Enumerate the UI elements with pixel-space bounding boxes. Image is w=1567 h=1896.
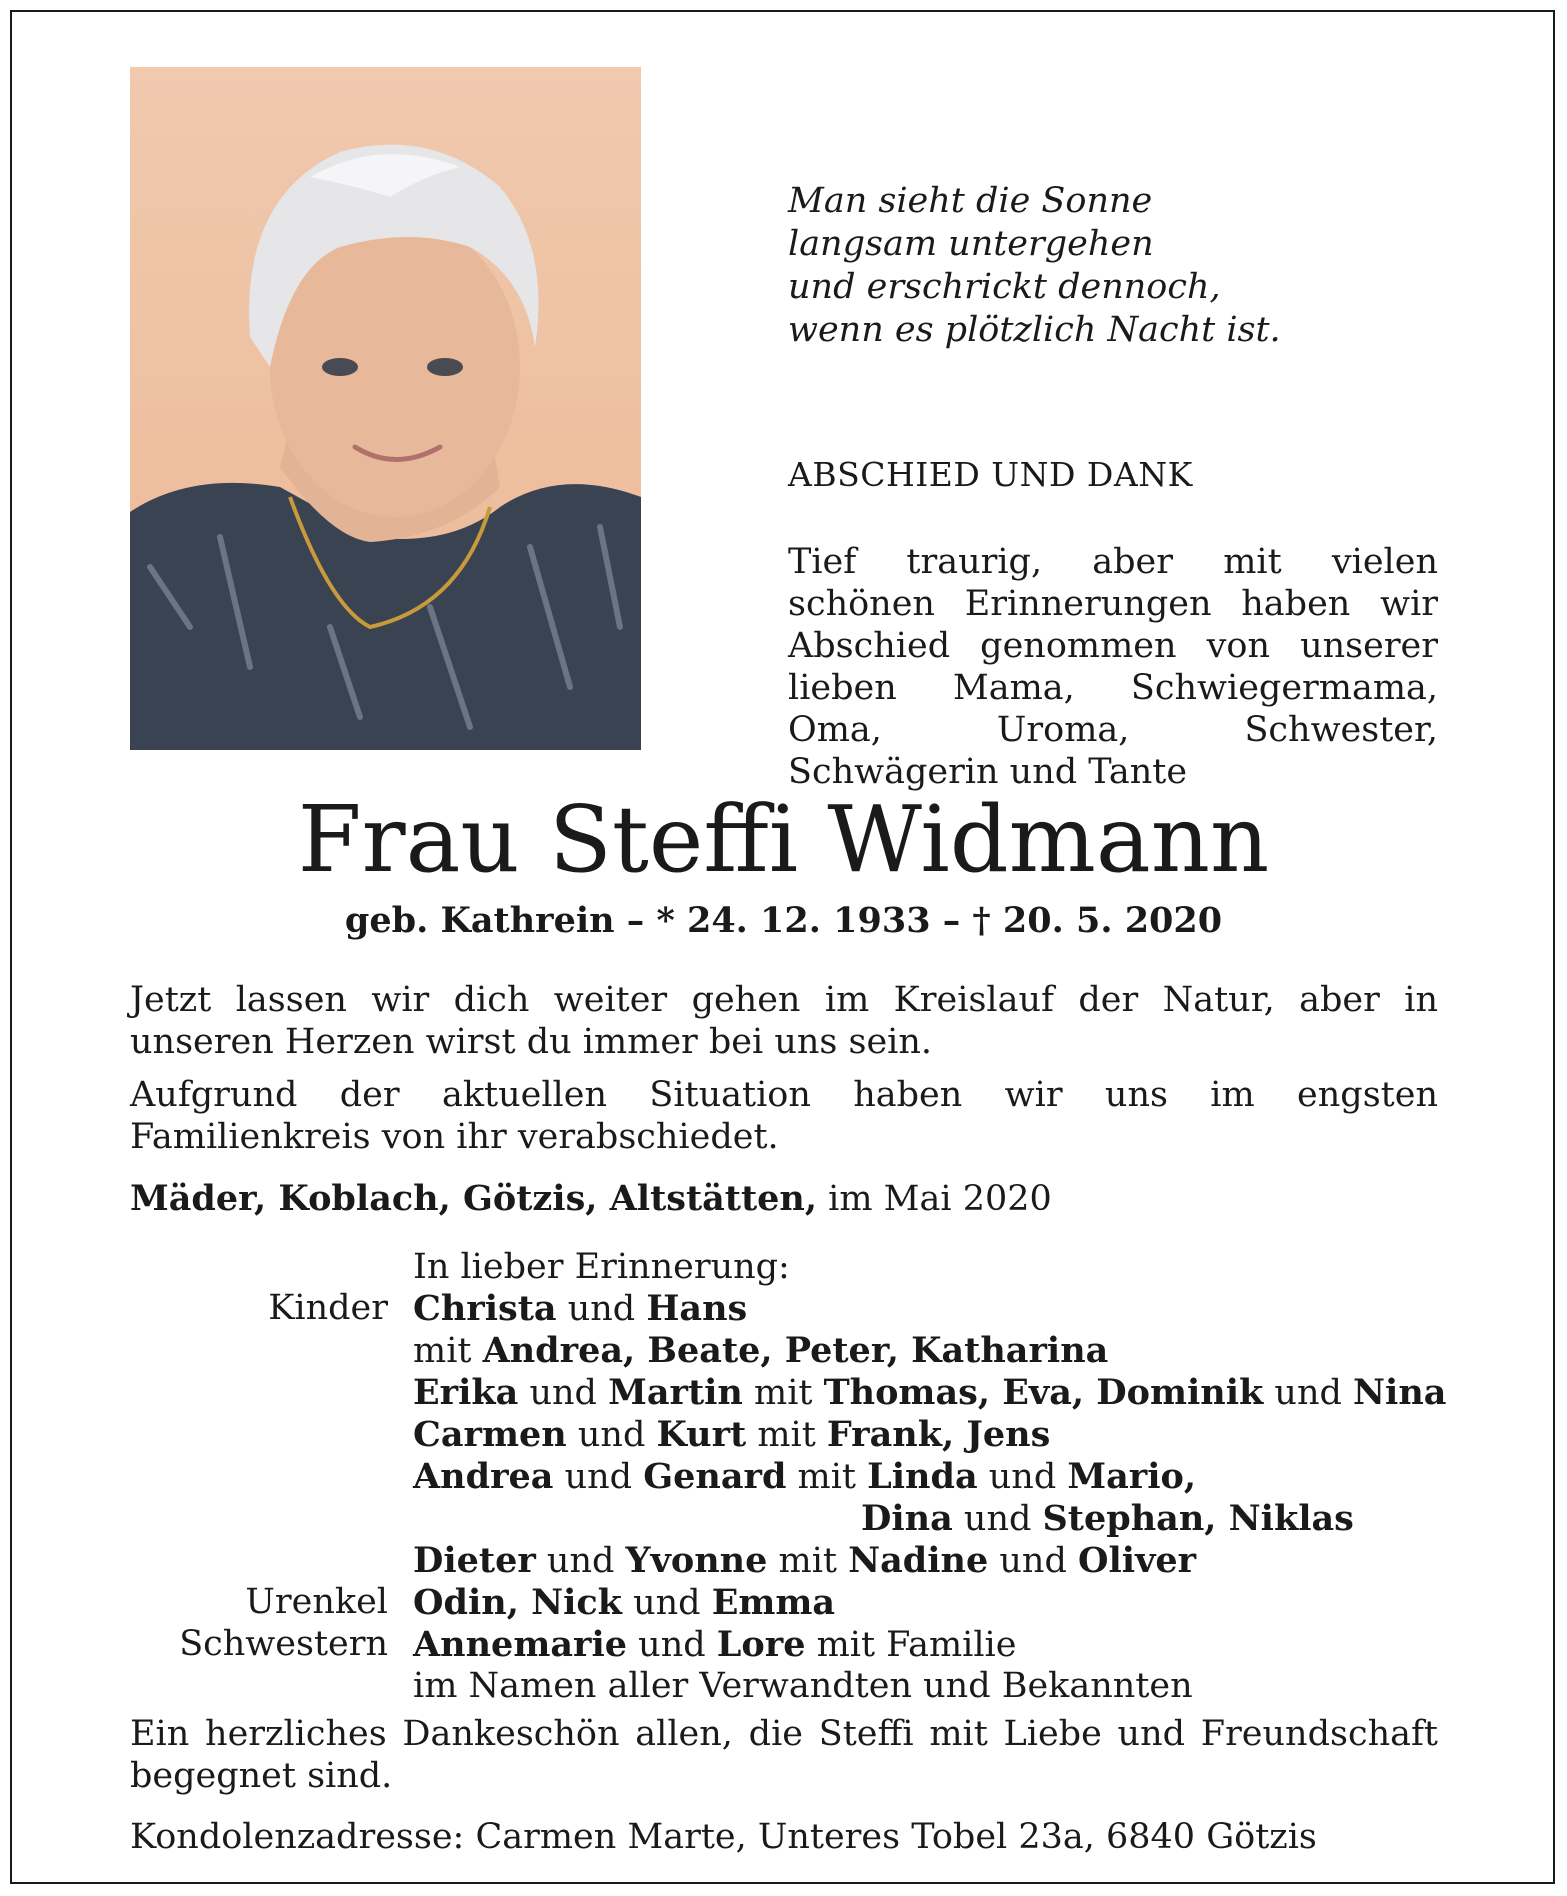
- family-row: [130, 1330, 1450, 1372]
- family-connector: mit: [742, 1373, 824, 1413]
- family-row: [130, 1288, 1450, 1330]
- family-connector: und: [621, 1583, 712, 1623]
- quote-line: Man sieht die Sonne: [788, 181, 1153, 221]
- family-connector: und: [566, 1415, 657, 1455]
- family-connector: mit: [746, 1415, 827, 1455]
- family-member-name: Yvonne: [625, 1540, 768, 1581]
- family-role: [130, 1498, 413, 1540]
- deceased-name: Frau Steffi Widmann: [297, 786, 1270, 893]
- family-connector: und: [627, 1625, 717, 1665]
- family-member-name: Andrea: [413, 1456, 554, 1497]
- family-intro: In lieber Erinnerung:: [413, 1247, 790, 1287]
- family-member-name: Hans: [646, 1288, 748, 1329]
- family-names: [413, 1498, 1354, 1540]
- family-names: [413, 1582, 835, 1624]
- family-connector: und: [988, 1541, 1078, 1581]
- family-member-name: Annemarie: [413, 1624, 628, 1665]
- family-member-name: Erika: [413, 1372, 519, 1413]
- family-connector: mit: [786, 1457, 868, 1497]
- quote-line: und erschrickt dennoch,: [788, 267, 1221, 307]
- family-connector: mit: [767, 1541, 849, 1581]
- family-connector: im Namen aller Verwandten und Bekannten: [413, 1666, 1193, 1706]
- family-role: [130, 1247, 413, 1288]
- family-connector: und: [1263, 1373, 1354, 1413]
- family-member-name: Emma: [711, 1582, 836, 1623]
- family-row: [130, 1372, 1450, 1414]
- quote-line: langsam untergehen: [788, 224, 1154, 264]
- family-connector: und: [553, 1457, 644, 1497]
- family-member-name: Martin: [608, 1372, 743, 1413]
- family-member-name: Lore: [716, 1624, 806, 1665]
- quote-line: wenn es plötzlich Nacht ist.: [788, 310, 1281, 350]
- family-role: [130, 1666, 413, 1707]
- birth-death-dates: geb. Kathrein – * 24. 12. 1933 – † 20. 5. 2020: [344, 900, 1223, 941]
- family-names: [413, 1288, 747, 1330]
- family-names: [413, 1456, 1196, 1498]
- family-member-name: Odin, Nick: [413, 1582, 622, 1623]
- family-connector: mit Familie: [805, 1625, 1017, 1665]
- family-row: [130, 1247, 1450, 1288]
- family-row: [130, 1498, 1450, 1540]
- family-connector: und: [556, 1289, 647, 1329]
- family-row: [130, 1456, 1450, 1498]
- family-connector: und: [977, 1457, 1068, 1497]
- family-member-name: Carmen: [413, 1414, 567, 1455]
- closing-text: Ein herzliches Dankeschön allen, die Steffi mit Liebe und Freundschaft begegnet sind.: [130, 1714, 1438, 1796]
- family-member-name: Dina: [861, 1498, 953, 1539]
- family-names: [413, 1372, 1446, 1414]
- family-role: [130, 1330, 413, 1372]
- family-names: [413, 1624, 1016, 1666]
- family-member-name: Nina: [1353, 1372, 1447, 1413]
- family-row: [130, 1624, 1450, 1666]
- family-member-name: Stephan, Niklas: [1042, 1498, 1354, 1539]
- family-names: [413, 1540, 1196, 1582]
- paragraph: Jetzt lassen wir dich weiter gehen im Kreislauf der Natur, aber in unseren Herzen wirst du immer bei uns sein.: [130, 980, 1438, 1062]
- family-connector: und: [535, 1541, 626, 1581]
- family-role: [130, 1414, 413, 1456]
- family-row: [130, 1414, 1450, 1456]
- family-names: [413, 1666, 1193, 1707]
- family-row: [130, 1540, 1450, 1582]
- family-connector: und: [952, 1499, 1043, 1539]
- family-names: [413, 1330, 1108, 1372]
- family-member-name: Thomas, Eva, Dominik: [823, 1372, 1264, 1413]
- family-connector: mit: [413, 1331, 483, 1371]
- family-member-name: Nadine: [848, 1540, 989, 1581]
- family-role: [130, 1372, 413, 1414]
- family-list: [130, 1247, 1450, 1707]
- family-member-name: Mario,: [1067, 1456, 1197, 1497]
- family-names: [413, 1414, 1050, 1456]
- family-role: [130, 1456, 413, 1498]
- memorial-quote: [788, 180, 1438, 352]
- family-member-name: Linda: [867, 1456, 978, 1497]
- family-connector: und: [518, 1373, 609, 1413]
- place-towns: Mäder, Koblach, Götzis, Altstätten,: [130, 1178, 818, 1219]
- family-member-name: Genard: [643, 1456, 787, 1497]
- portrait-photo: [130, 67, 641, 750]
- place-date: im Mai 2020: [817, 1179, 1052, 1219]
- family-role: [130, 1540, 413, 1582]
- family-member-name: Dieter: [413, 1540, 536, 1581]
- intro-text: Tief traurig, aber mit vielen schönen Erinnerungen haben wir Abschied genommen von unserer lieben Mama, Schwiegermama, Oma, Uroma, Schwester, Schwägerin und Tante: [788, 542, 1438, 792]
- condolence-address: Kondolenzadresse: Carmen Marte, Unteres Tobel 23a, 6840 Götzis: [130, 1817, 1317, 1857]
- paragraph: Aufgrund der aktuellen Situation haben wir uns im engsten Familienkreis von ihr verabschiedet.: [130, 1075, 1438, 1157]
- family-member-name: Kurt: [656, 1414, 747, 1455]
- family-member-name: Christa: [413, 1288, 557, 1329]
- family-member-name: Oliver: [1078, 1540, 1197, 1581]
- family-row: [130, 1666, 1450, 1707]
- family-member-name: Andrea, Beate, Peter, Katharina: [482, 1330, 1109, 1371]
- family-role: Urenkel: [245, 1582, 388, 1622]
- family-row: [130, 1582, 1450, 1624]
- family-role: Kinder: [268, 1288, 388, 1328]
- place-and-date: [130, 1178, 1052, 1219]
- family-role: Schwestern: [179, 1624, 388, 1664]
- family-member-name: Frank, Jens: [826, 1414, 1051, 1455]
- section-heading: ABSCHIED UND DANK: [788, 455, 1193, 494]
